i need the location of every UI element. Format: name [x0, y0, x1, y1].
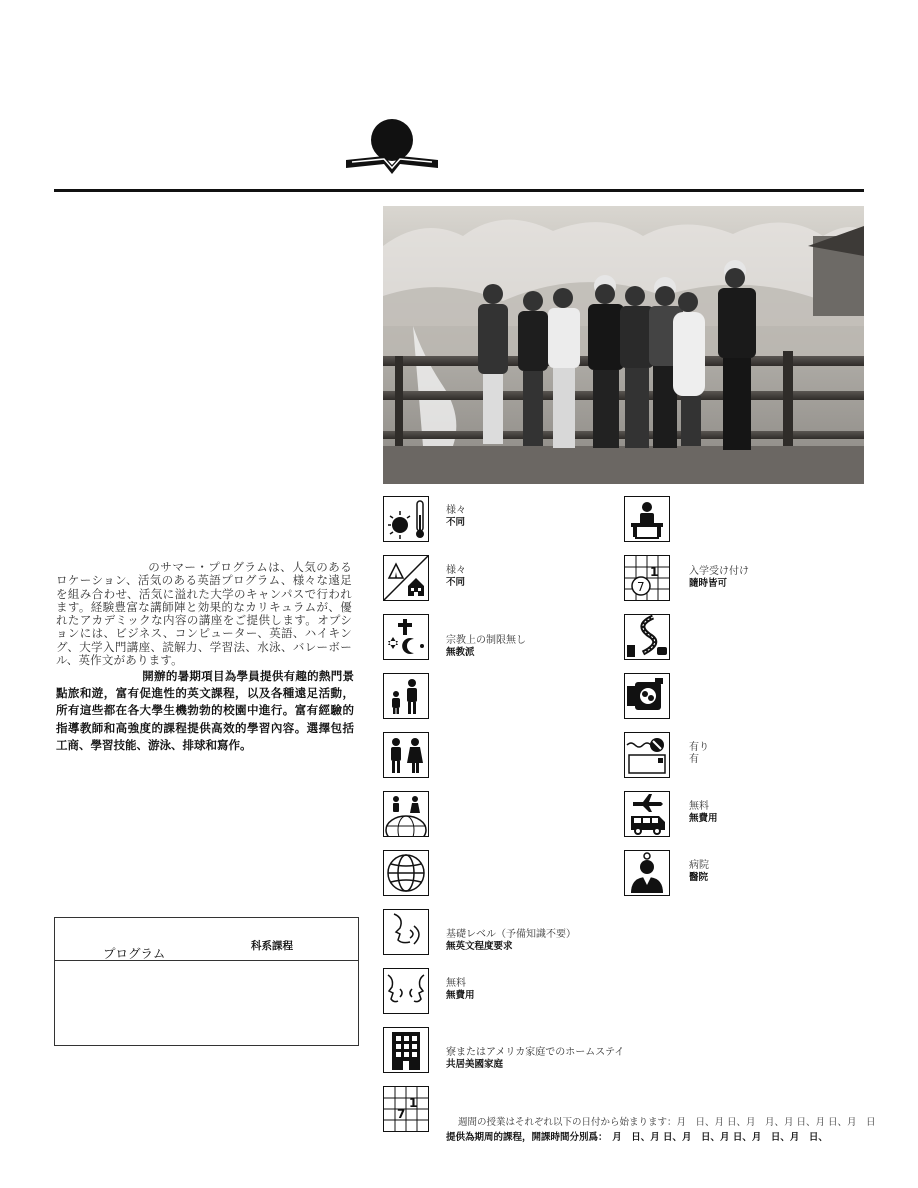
book-sun-logo — [344, 118, 440, 180]
svg-text:7: 7 — [637, 580, 645, 594]
people-globe-icon — [383, 791, 429, 837]
feature-caption-zh: 隨時皆可 — [689, 578, 728, 589]
group-photo — [383, 206, 864, 484]
intro-chinese: 開辦的暑期項目為學員提供有趣的熱門景點旅和遊，富有促進性的英文課程，以及各種遠足活動，所有這些都在各大學生機勃勃的校園中進行。富有經驗的指導教師和高強度的課程提供高效的學習內容。選擇包括工商、學習技能、游泳、排球和寫作。 — [56, 669, 354, 752]
feature-caption-jp: 病院 — [689, 860, 709, 871]
feature-caption-zh: 有 — [689, 754, 699, 765]
adult-child-icon — [383, 673, 429, 719]
building-icon — [383, 1027, 429, 1073]
speaking-head-icon — [383, 909, 429, 955]
feature-caption-jp: 様々 — [446, 565, 466, 576]
airplane-van-icon — [624, 791, 670, 837]
feature-caption-zh: 無英文程度要求 — [446, 941, 513, 952]
feature-caption-zh: 醫院 — [689, 872, 709, 883]
housing-tent-house-icon — [383, 555, 429, 601]
intro-japanese: のサマー・プログラムは、人気のあるロケーション、活気のある英語プログラム、様々な遠足を組み合わせ、活気に溢れた大学のキャンパスで行われます。経験豊富な講師陣と効果的なカリキュラムが、優れたアカデミックな内容の講座をご提供します。オプションには、ビジネス、コンピューター、英語、ハイキング、大学入門講座、読解力、学習法、水泳、バレーボール、英作文があります。 — [56, 560, 352, 668]
feature-caption-zh: 共居美國家庭 — [446, 1059, 504, 1070]
calendar-clock-icon — [624, 555, 670, 601]
program-box — [54, 917, 359, 1046]
person-desk-icon — [624, 496, 670, 542]
feature-caption-jp: 基礎レベル（予備知識不要） — [446, 929, 576, 940]
feature-caption-jp: 宗教上の制限無し — [446, 635, 526, 646]
program-label-jp: プログラム — [103, 946, 166, 961]
feature-caption-jp: 寮またはアメリカ家庭でのホームステイ — [446, 1047, 625, 1058]
svg-text:7: 7 — [397, 1107, 406, 1121]
program-label-zh: 科系課程 — [251, 940, 293, 952]
session-dates-zh: 提供為期周的課程，開課時間分別爲： 月 日、月 日、月 日、月 日、月 日、月 日、 — [446, 1132, 828, 1143]
two-heads-speaking-icon — [383, 968, 429, 1014]
feature-caption-zh: 無費用 — [689, 813, 718, 824]
feature-caption-jp: 様々 — [446, 505, 466, 516]
calendar-icon — [383, 1086, 429, 1132]
feature-caption-jp: 無料 — [689, 801, 709, 812]
feature-caption-jp: 入学受け付け — [689, 566, 749, 577]
phone-mail-icon — [624, 732, 670, 778]
sun-thermometer-icon — [383, 496, 429, 542]
header-rule — [54, 189, 864, 192]
feature-caption-zh: 無費用 — [446, 990, 475, 1001]
feature-caption-jp: 無料 — [446, 978, 466, 989]
doctor-icon — [624, 850, 670, 896]
session-dates-jp: 週間の授業はそれぞれ以下の日付から始まります：月 日、月 日、月 月、月 日、月 日、月 日 — [458, 1117, 876, 1128]
svg-text:1: 1 — [650, 565, 659, 579]
svg-text:1: 1 — [409, 1096, 418, 1110]
feature-caption-zh: 不同 — [446, 517, 466, 528]
program-box-divider — [55, 960, 358, 961]
religion-symbols-icon — [383, 614, 429, 660]
male-female-icon — [383, 732, 429, 778]
road-car-icon — [624, 614, 670, 660]
feature-caption-jp: 有り — [689, 742, 709, 753]
feature-caption-zh: 無教派 — [446, 647, 475, 658]
globe-icon — [383, 850, 429, 896]
feature-caption-zh: 不同 — [446, 577, 466, 588]
camera-icon — [624, 673, 670, 719]
